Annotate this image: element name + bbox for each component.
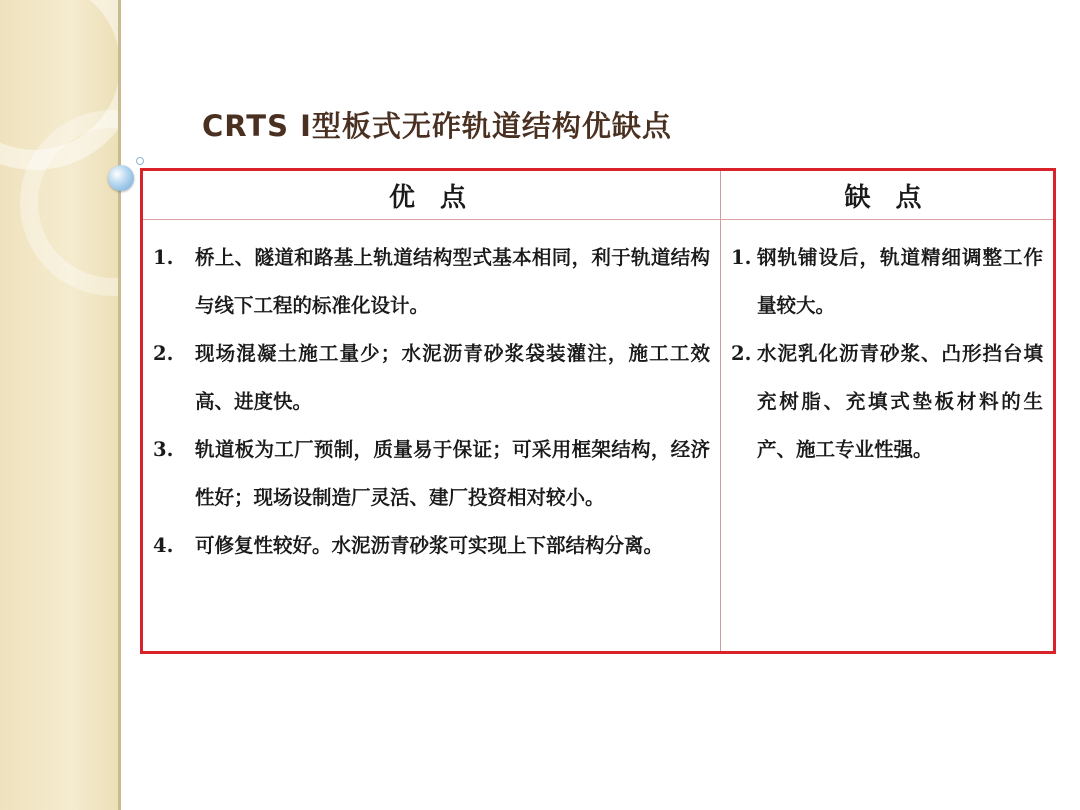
item-text: 水泥乳化沥青砂浆、凸形挡台填充树脂、充填式垫板材料的生产、施工专业性强。 [757, 342, 1043, 461]
item-text: 桥上、隧道和路基上轨道结构型式基本相同，利于轨道结构与线下工程的标准化设计。 [195, 246, 710, 317]
cons-header: 缺 点 [721, 170, 1055, 220]
cons-item [731, 330, 1043, 474]
decorative-sidebar [0, 0, 121, 810]
item-number: 2. [153, 342, 174, 365]
cons-item [731, 234, 1043, 330]
item-text: 可修复性较好。水泥沥青砂浆可实现上下部结构分离。 [195, 534, 664, 557]
pros-item [153, 234, 710, 330]
pros-item [153, 330, 710, 426]
pros-item [153, 426, 710, 522]
decorative-dot-icon [136, 157, 144, 165]
pros-header: 优 点 [142, 170, 721, 220]
pros-cell [142, 220, 721, 653]
pros-item [153, 522, 710, 570]
slide-title: CRTS Ⅰ型板式无砟轨道结构优缺点 [202, 109, 672, 143]
item-number: 4. [153, 534, 174, 557]
item-number: 1. [731, 246, 752, 269]
decorative-bead-icon [108, 165, 134, 191]
item-number: 3. [153, 438, 174, 461]
item-number: 1. [153, 246, 174, 269]
item-text: 轨道板为工厂预制，质量易于保证；可采用框架结构，经济性好；现场设制造厂灵活、建厂投资相对较小。 [195, 438, 710, 509]
pros-cons-table [140, 168, 1056, 654]
item-number: 2. [731, 342, 752, 365]
cons-cell [721, 220, 1055, 653]
item-text: 钢轨铺设后，轨道精细调整工作量较大。 [757, 246, 1043, 317]
item-text: 现场混凝土施工量少；水泥沥青砂浆袋装灌注，施工工效高、进度快。 [195, 342, 710, 413]
